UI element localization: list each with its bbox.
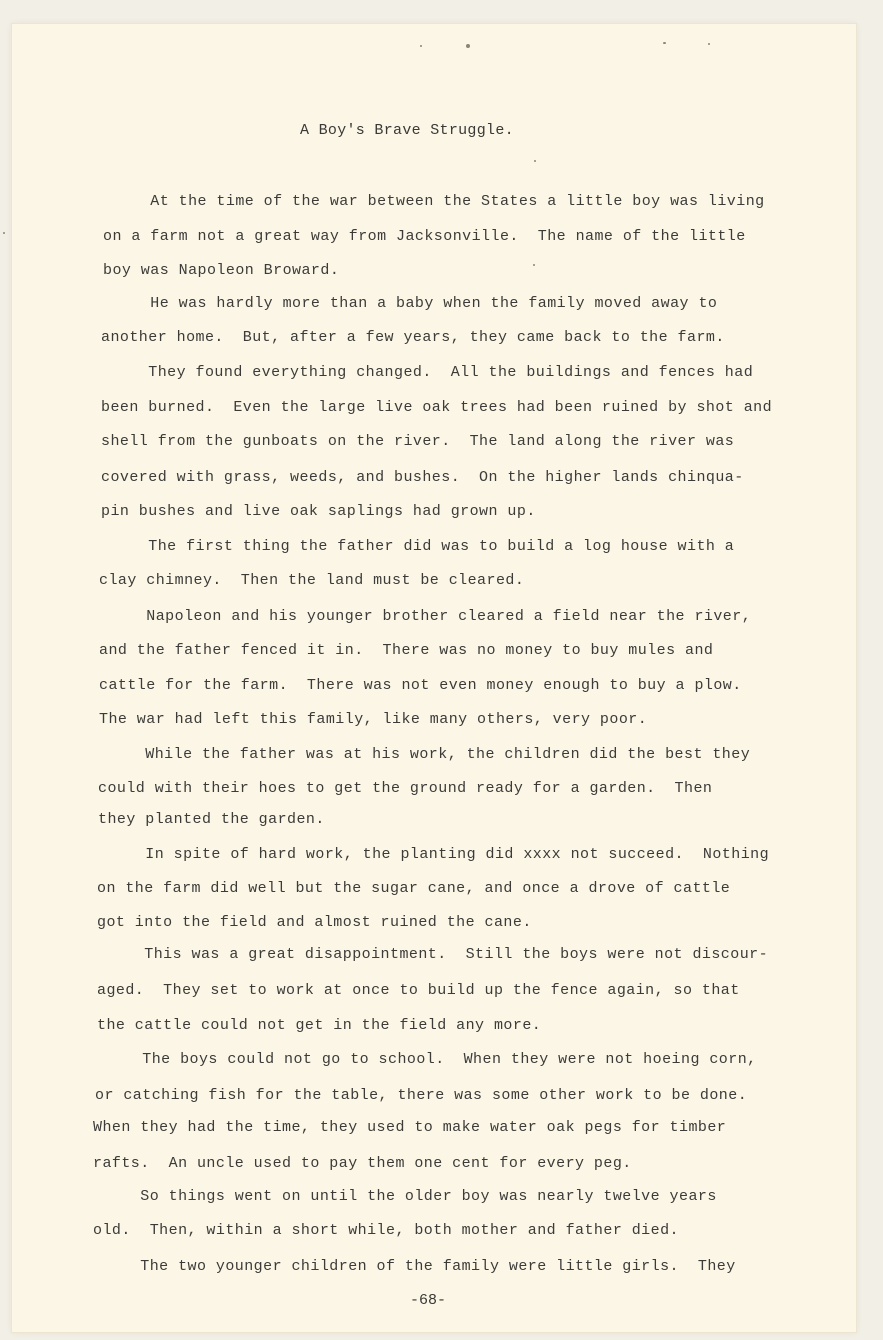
paper-speck: [708, 43, 710, 45]
text-line: When they had the time, they used to make water oak pegs for timber: [93, 1119, 727, 1136]
text-line: old. Then, within a short while, both mother and father died.: [93, 1222, 679, 1239]
text-line: covered with grass, weeds, and bushes. On the higher lands chinqua-: [101, 469, 744, 486]
text-line: The two younger children of the family were little girls. They: [93, 1258, 736, 1275]
text-line: Napoleon and his younger brother cleared a field near the river,: [99, 608, 752, 625]
text-line: got into the field and almost ruined the cane.: [97, 914, 532, 931]
text-line: They found everything changed. All the buildings and fences had: [101, 364, 754, 381]
paper-speck: [3, 232, 5, 234]
text-line: The boys could not go to school. When they were not hoeing corn,: [95, 1051, 757, 1068]
paper-speck: [534, 160, 536, 162]
text-line: This was a great disappointment. Still the boys were not discour-: [97, 946, 769, 963]
text-line: cattle for the farm. There was not even money enough to buy a plow.: [99, 677, 742, 694]
text-line: The war had left this family, like many others, very poor.: [99, 711, 648, 728]
text-line: they planted the garden.: [98, 811, 325, 828]
text-line: The first thing the father did was to build a log house with a: [101, 538, 735, 555]
text-line: pin bushes and live oak saplings had grown up.: [101, 503, 536, 520]
text-line: At the time of the war between the States a little boy was living: [103, 193, 765, 210]
text-line: on the farm did well but the sugar cane, and once a drove of cattle: [97, 880, 731, 897]
text-line: In spite of hard work, the planting did xxxx not succeed. Nothing: [98, 846, 770, 863]
paper-speck: [663, 42, 666, 44]
text-line: shell from the gunboats on the river. The land along the river was: [101, 433, 735, 450]
text-line: While the father was at his work, the children did the best they: [98, 746, 751, 763]
text-line: on a farm not a great way from Jacksonville. The name of the little: [103, 228, 746, 245]
document-title: A Boy's Brave Struggle.: [300, 122, 514, 139]
text-line: or catching fish for the table, there was some other work to be done.: [95, 1087, 748, 1104]
text-line: and the father fenced it in. There was no money to buy mules and: [99, 642, 714, 659]
text-line: another home. But, after a few years, they came back to the farm.: [101, 329, 725, 346]
paper-speck: [533, 264, 535, 266]
text-line: could with their hoes to get the ground ready for a garden. Then: [98, 780, 713, 797]
text-line: boy was Napoleon Broward.: [103, 262, 340, 279]
text-line: So things went on until the older boy was nearly twelve years: [93, 1188, 717, 1205]
text-line: He was hardly more than a baby when the family moved away to: [103, 295, 718, 312]
page-number: -68-: [410, 1292, 447, 1309]
text-line: the cattle could not get in the field any more.: [97, 1017, 542, 1034]
text-line: aged. They set to work at once to build up the fence again, so that: [97, 982, 740, 999]
text-line: clay chimney. Then the land must be cleared.: [99, 572, 525, 589]
paper-speck: [466, 44, 470, 48]
paper-speck: [420, 45, 422, 47]
text-line: been burned. Even the large live oak trees had been ruined by shot and: [101, 399, 773, 416]
text-line: rafts. An uncle used to pay them one cent for every peg.: [93, 1155, 632, 1172]
